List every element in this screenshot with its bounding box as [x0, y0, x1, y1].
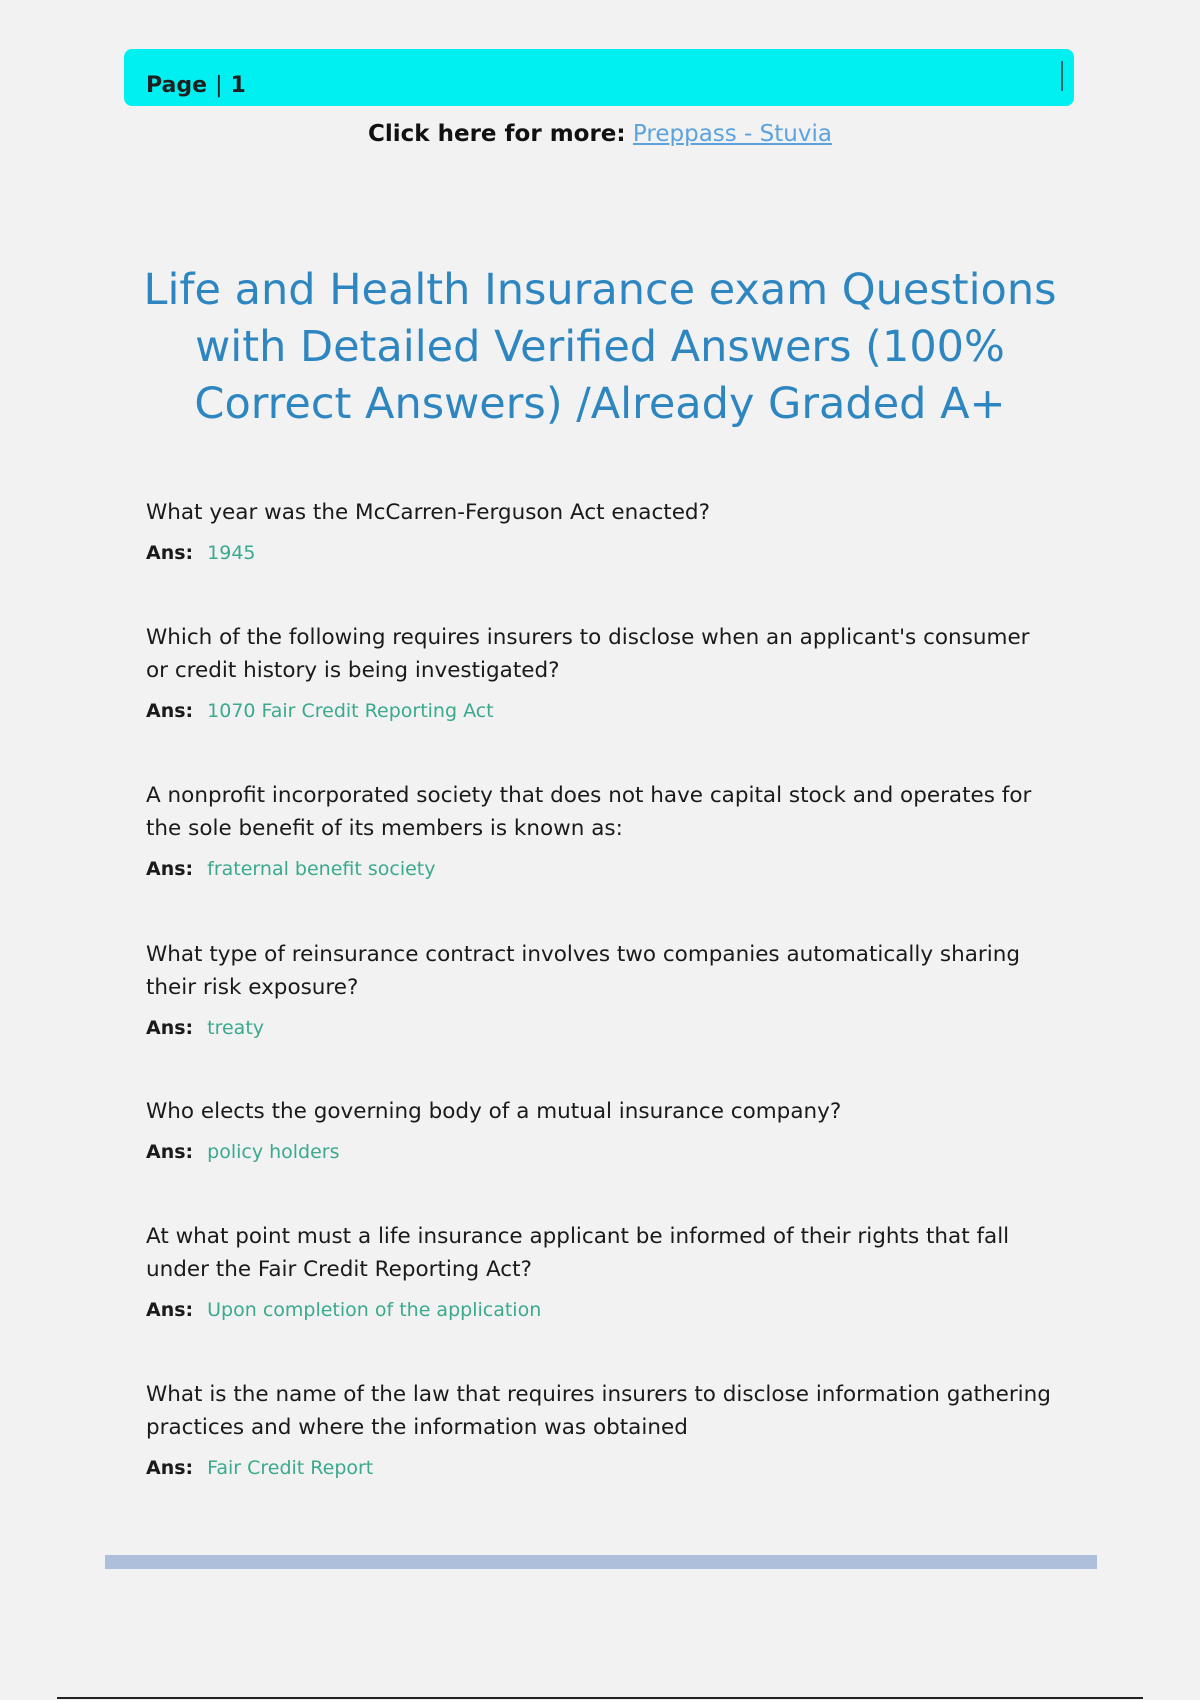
- answer-value: fraternal benefit society: [207, 858, 436, 880]
- answer-line: [146, 540, 1056, 566]
- answer-label: Ans:: [146, 1141, 194, 1163]
- page-separator: |: [215, 73, 223, 98]
- header-edge-mark: [1061, 61, 1063, 91]
- document-title: Life and Health Insurance exam Questions with Detailed Verified Answers (100% Correct Answers) /Already Graded A+: [143, 265, 1057, 429]
- page-number: 1: [230, 73, 246, 98]
- bottom-rule: [57, 1697, 1143, 1699]
- qa-item-3: [146, 779, 1056, 882]
- question-text: What year was the McCarren-Ferguson Act enacted?: [146, 500, 710, 525]
- qa-item-2: [146, 621, 1056, 724]
- answer-line: [146, 1015, 1056, 1041]
- question-text: At what point must a life insurance applicant be informed of their rights that fall under the Fair Credit Reporting Act?: [146, 1224, 1010, 1282]
- qa-item-6: [146, 1220, 1056, 1323]
- answer-line: [146, 1297, 1056, 1323]
- page-header-bar: [124, 49, 1074, 106]
- page-word: Page: [146, 73, 208, 98]
- answer-value: 1070 Fair Credit Reporting Act: [207, 700, 494, 722]
- qa-item-4: [146, 938, 1056, 1041]
- question-text: A nonprofit incorporated society that does not have capital stock and operates for the sole benefit of its members is known as:: [146, 783, 1032, 841]
- answer-line: [146, 856, 1056, 882]
- question-text: What type of reinsurance contract involves two companies automatically sharing their risk exposure?: [146, 942, 1020, 1000]
- answer-label: Ans:: [146, 858, 194, 880]
- answer-value: 1945: [207, 542, 256, 564]
- more-label: Click here for more:: [368, 121, 626, 147]
- qa-item-1: [146, 496, 1056, 566]
- answer-value: Upon completion of the application: [207, 1299, 542, 1321]
- page-number-label: [146, 73, 246, 98]
- question-text: Which of the following requires insurers to disclose when an applicant's consumer or credit history is being investigated?: [146, 625, 1030, 683]
- answer-value: Fair Credit Report: [207, 1457, 374, 1479]
- answer-label: Ans:: [146, 700, 194, 722]
- answer-value: policy holders: [207, 1141, 340, 1163]
- answer-line: [146, 1455, 1056, 1481]
- answer-label: Ans:: [146, 1017, 194, 1039]
- qa-item-5: [146, 1095, 1056, 1165]
- question-text: What is the name of the law that requires insurers to disclose information gathering practices and where the information was obtained: [146, 1382, 1051, 1440]
- footer-divider-bar: [105, 1555, 1097, 1569]
- qa-item-7: [146, 1378, 1056, 1481]
- answer-line: [146, 698, 1056, 724]
- answer-label: Ans:: [146, 542, 194, 564]
- answer-line: [146, 1139, 1056, 1165]
- more-link-line: [0, 121, 1200, 147]
- answer-label: Ans:: [146, 1299, 194, 1321]
- answer-label: Ans:: [146, 1457, 194, 1479]
- question-text: Who elects the governing body of a mutual insurance company?: [146, 1099, 842, 1124]
- answer-value: treaty: [207, 1017, 265, 1039]
- preppass-stuvia-link[interactable]: Preppass - Stuvia: [632, 121, 832, 147]
